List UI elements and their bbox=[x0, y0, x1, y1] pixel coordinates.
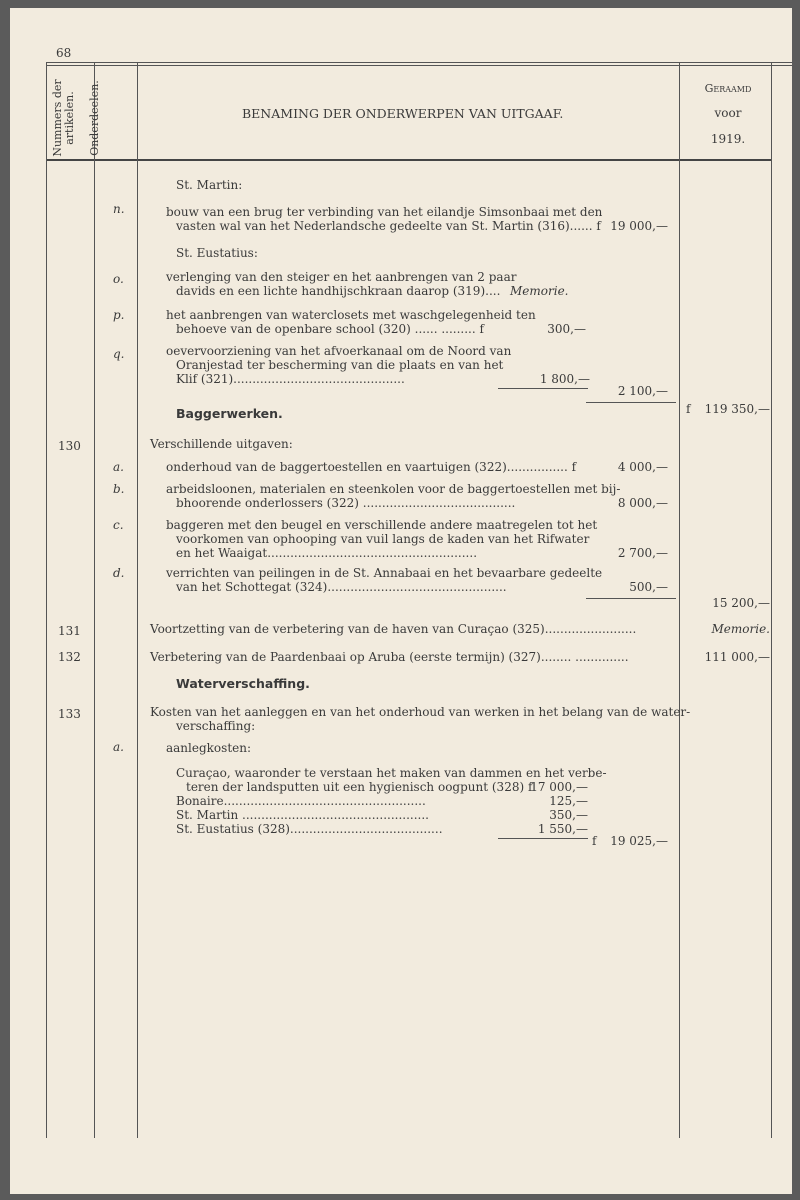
article-133: 133 bbox=[58, 707, 81, 721]
header-year: 1919. bbox=[710, 132, 746, 146]
bonaire-line: Bonaire..................................................... bbox=[176, 794, 426, 808]
total-f: f bbox=[686, 402, 691, 416]
item-n-amount: 19 000,— bbox=[610, 219, 668, 233]
subtotal-rule bbox=[498, 388, 588, 389]
col-rule-right bbox=[771, 62, 772, 1138]
item-o-line2: davids en een lichte handhijschkraan daarop (319).... bbox=[176, 284, 501, 298]
baggerwerken-heading: Baggerwerken. bbox=[176, 406, 283, 421]
item-letter-a-water: a. bbox=[113, 740, 124, 754]
col-rule-2 bbox=[137, 62, 138, 1138]
item-a-amount: 4 000,— bbox=[617, 460, 668, 474]
item-p-line1: het aanbrengen van waterclosets met waschgelegenheid ten bbox=[166, 308, 536, 322]
article-130: 130 bbox=[58, 439, 81, 453]
header-bottom-rule bbox=[46, 159, 772, 161]
water-total-f: f bbox=[592, 834, 597, 848]
item-d-line2: van het Schottegat (324)............................................... bbox=[176, 580, 507, 594]
header-nummers: Nummers der artikelen. bbox=[51, 79, 76, 157]
top-rule-2 bbox=[46, 65, 792, 66]
baggerwerken-intro: Verschillende uitgaven: bbox=[150, 437, 293, 451]
item-d-amount: 500,— bbox=[629, 580, 668, 594]
item-o-line1: verlenging van den steiger en het aanbrengen van 2 paar bbox=[166, 270, 517, 284]
item-letter-n: n. bbox=[113, 202, 125, 216]
section-total-1: 119 350,— bbox=[704, 402, 770, 416]
water-rule bbox=[498, 838, 588, 839]
item-b-amount: 8 000,— bbox=[617, 496, 668, 510]
article-131-text: Voortzetting van de verbetering van de haven van Curaçao (325)........................ bbox=[150, 622, 637, 636]
header-onderdeelen: Onderdeelen. bbox=[88, 80, 101, 156]
item-a-text: onderhoud van de baggertoestellen en vaartuigen (322)................ f bbox=[166, 460, 577, 474]
curacao-line2: teren der landsputten uit een hygienisch oogpunt (328) f bbox=[186, 780, 533, 794]
page-number: 68 bbox=[56, 46, 72, 60]
item-letter-d: d. bbox=[113, 566, 125, 580]
item-q-amount: 1 800,— bbox=[539, 372, 590, 386]
top-rule bbox=[46, 62, 792, 63]
total-rule bbox=[586, 402, 676, 403]
header-voor: voor bbox=[714, 106, 742, 120]
item-o-memorie: Memorie. bbox=[510, 284, 569, 298]
st-eustatius-subtotal: 2 100,— bbox=[617, 384, 668, 398]
item-b-line1: arbeidsloonen, materialen en steenkolen voor de baggertoestellen met bij- bbox=[166, 482, 621, 496]
item-p-line2: behoeve van de openbare school (320) ...... ......... f bbox=[176, 322, 484, 336]
item-d-line1: verrichten van peilingen in de St. Annabaai en het bevaarbare gedeelte bbox=[166, 566, 603, 580]
st-martin-line: St. Martin ................................................. bbox=[176, 808, 429, 822]
st-eustatius-heading: St. Eustatius: bbox=[176, 246, 258, 260]
item-letter-o: o. bbox=[113, 272, 124, 286]
article-133-line2: verschaffing: bbox=[176, 719, 256, 733]
st-eustatius-line: St. Eustatius (328)........................................ bbox=[176, 822, 443, 836]
col-rule-3 bbox=[679, 62, 680, 1138]
header-geraamd: Geraamd bbox=[704, 82, 752, 95]
item-q-line1: oevervoorziening van het afvoerkanaal om de Noord van bbox=[166, 344, 512, 358]
st-martin-heading: St. Martin: bbox=[176, 178, 243, 192]
item-p-amount: 300,— bbox=[547, 322, 586, 336]
baggerwerken-rule bbox=[586, 598, 676, 599]
water-total: 19 025,— bbox=[610, 834, 668, 848]
st-martin-amount: 350,— bbox=[549, 808, 588, 822]
item-q-line3: Klif (321)............................................. bbox=[176, 372, 405, 386]
item-letter-p: p. bbox=[113, 308, 125, 322]
item-n-line2: vasten wal van het Nederlandsche gedeelte van St. Martin (316)...... f bbox=[176, 219, 601, 233]
item-n-line1: bouw van een brug ter verbinding van het eilandje Simsonbaai met den bbox=[166, 205, 603, 219]
item-c-amount: 2 700,— bbox=[617, 546, 668, 560]
item-letter-c: c. bbox=[113, 518, 124, 532]
item-letter-b: b. bbox=[113, 482, 125, 496]
item-c-line3: en het Waaigat....................................................... bbox=[176, 546, 478, 560]
article-131-amount: Memorie. bbox=[711, 622, 770, 636]
header-title: BENAMING DER ONDERWERPEN VAN UITGAAF. bbox=[242, 106, 564, 121]
col-rule-1 bbox=[94, 62, 95, 1138]
article-132-amount: 111 000,— bbox=[704, 650, 770, 664]
article-133-line1: Kosten van het aanleggen en van het onderhoud van werken in het belang van de water- bbox=[150, 705, 691, 719]
st-eustatius-amount: 1 550,— bbox=[537, 822, 588, 836]
article-131: 131 bbox=[58, 624, 81, 638]
item-letter-q: q. bbox=[113, 347, 125, 361]
item-q-line2: Oranjestad ter bescherming van die plaats en van het bbox=[176, 358, 504, 372]
item-c-line2: voorkomen van ophooping van vuil langs de kaden van het Rifwater bbox=[176, 532, 590, 546]
bonaire-amount: 125,— bbox=[549, 794, 588, 808]
item-c-line1: baggeren met den beugel en verschillende andere maatregelen tot het bbox=[166, 518, 598, 532]
aanlegkosten-label: aanlegkosten: bbox=[166, 741, 252, 755]
article-132: 132 bbox=[58, 650, 81, 664]
article-132-text: Verbetering van de Paardenbaai op Aruba (eerste termijn) (327)........ .............. bbox=[150, 650, 629, 664]
item-b-line2: bhoorende onderlossers (322) ........................................ bbox=[176, 496, 516, 510]
document-page bbox=[10, 8, 792, 1194]
item-letter-a: a. bbox=[113, 460, 124, 474]
col-rule-left bbox=[46, 62, 47, 1138]
section-total-2: 15 200,— bbox=[712, 596, 770, 610]
curacao-line1: Curaçao, waaronder te verstaan het maken van dammen en het verbe- bbox=[176, 766, 607, 780]
waterverschaffing-heading: Waterverschaffing. bbox=[176, 676, 310, 691]
curacao-amount: 17 000,— bbox=[530, 780, 588, 794]
